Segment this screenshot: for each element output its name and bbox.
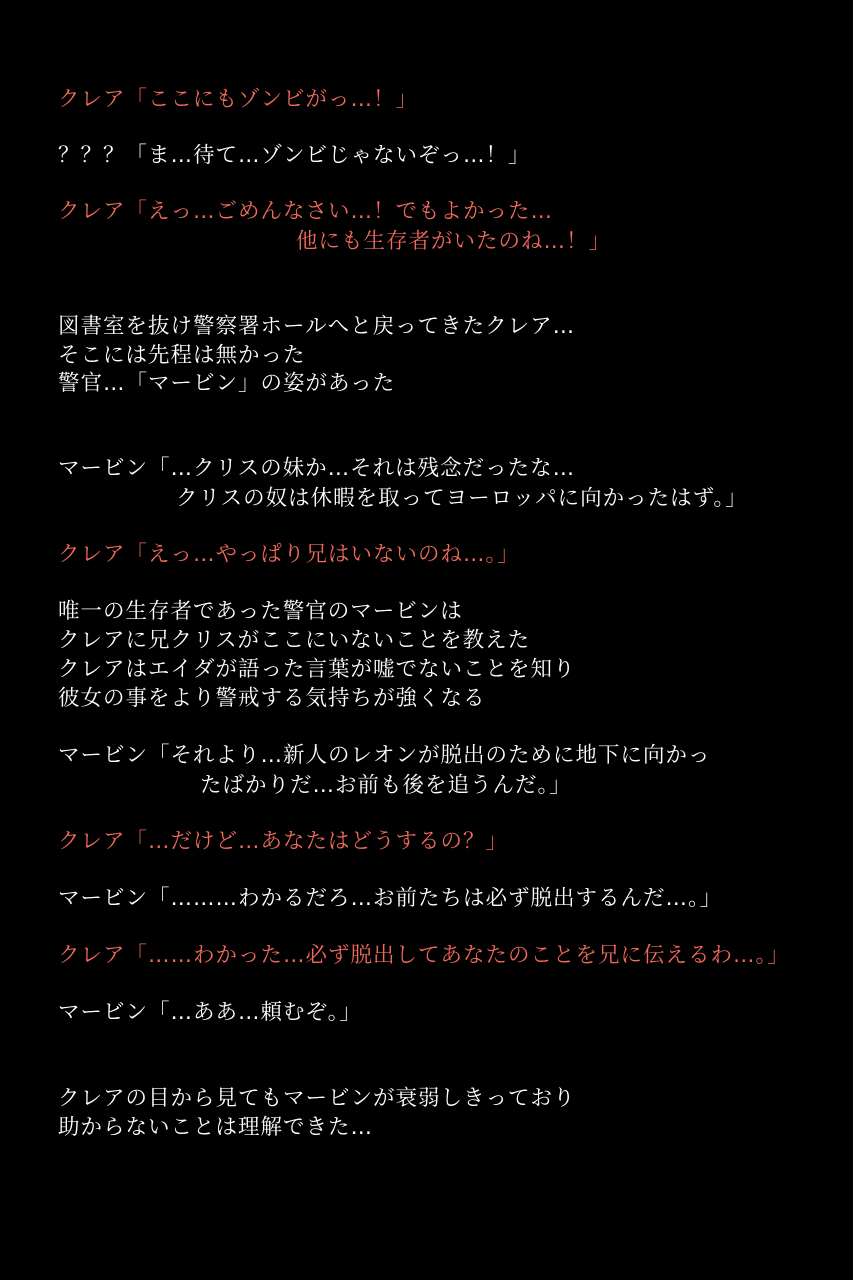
dialogue-marvin-1: マービン「…クリスの妹か…それは残念だったな… <box>58 456 576 481</box>
dialogue-marvin-3: マービン「………わかるだろ…お前たちは必ず脱出するんだ…。」 <box>58 886 723 911</box>
dialogue-marvin-4: マービン「…ああ…頼むぞ。」 <box>58 1000 362 1025</box>
narration-2-line-4: 彼女の事をより警戒する気持ちが強くなる <box>58 686 486 711</box>
dialogue-claire-5: クレア「……わかった…必ず脱出してあなたのことを兄に伝えるわ…。」 <box>58 943 790 968</box>
dialogue-marvin-2-cont: たばかりだ…お前も後を追うんだ。」 <box>200 773 572 798</box>
narration-2-line-2: クレアに兄クリスがここにいないことを教えた <box>58 628 531 653</box>
narration-1-line-2: そこには先程は無かった <box>58 343 306 368</box>
dialogue-claire-2-cont: 他にも生存者がいたのね…！」 <box>296 229 612 254</box>
dialogue-marvin-2: マービン「それより…新人のレオンが脱出のために地下に向かっ <box>58 743 711 768</box>
dialogue-claire-2: クレア「えっ…ごめんなさい…！でもよかった… <box>58 199 554 224</box>
narration-1-line-1: 図書室を抜け警察署ホールへと戻ってきたクレア… <box>58 314 576 339</box>
narration-2-line-1: 唯一の生存者であった警官のマービンは <box>58 599 463 624</box>
narration-3-line-2: 助からないことは理解できた… <box>58 1115 374 1140</box>
dialogue-unknown-1: ？？？「ま…待て…ゾンビじゃないぞっ…！」 <box>58 143 531 168</box>
dialogue-claire-1: クレア「ここにもゾンビがっ…！」 <box>58 87 419 112</box>
narration-2-line-3: クレアはエイダが語った言葉が嘘でないことを知り <box>58 657 576 682</box>
dialogue-claire-3: クレア「えっ…やっぱり兄はいないのね…。」 <box>58 542 520 567</box>
narration-3-line-1: クレアの目から見てもマービンが衰弱しきっており <box>58 1086 576 1111</box>
dialogue-marvin-1-cont: クリスの奴は休暇を取ってヨーロッパに向かったはず。」 <box>176 486 748 511</box>
dialogue-claire-4: クレア「…だけど…あなたはどうするの？」 <box>58 829 509 854</box>
narration-1-line-3: 警官…「マービン」の姿があった <box>58 371 396 396</box>
